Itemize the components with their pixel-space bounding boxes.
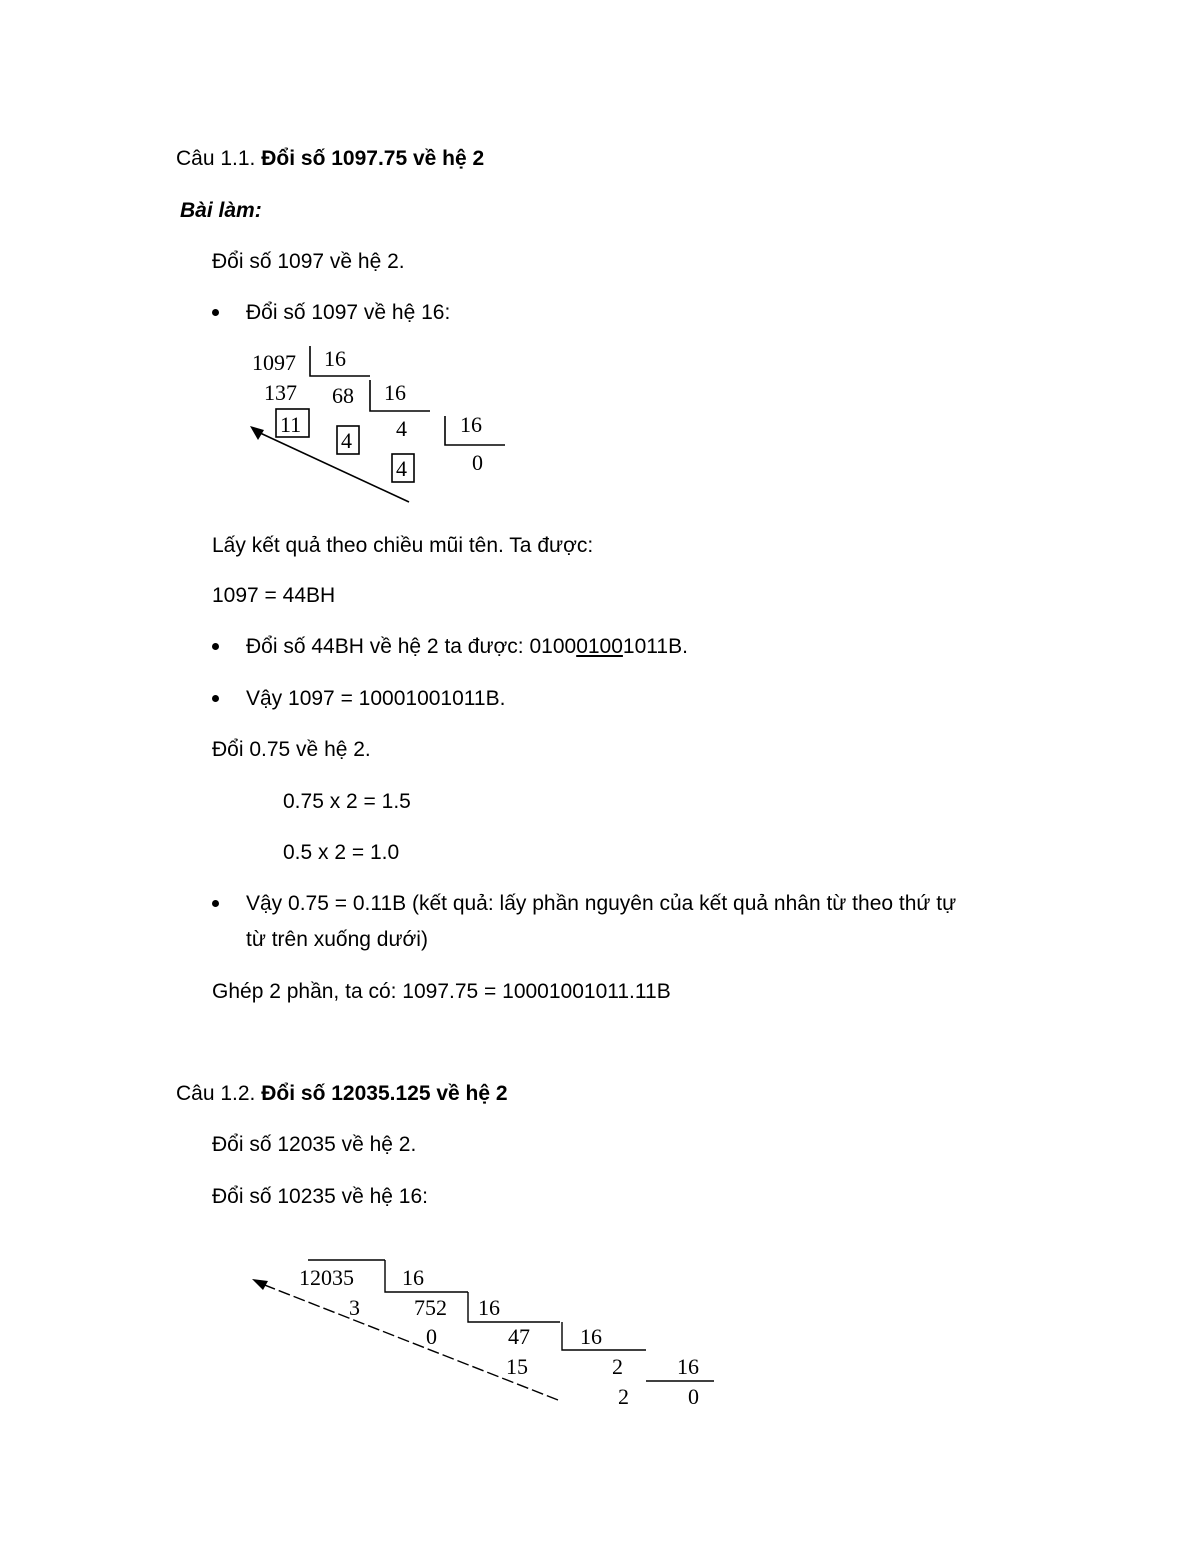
q1-remainder-line: 137 bbox=[264, 380, 297, 405]
question-2-title: Đổi số 12035.125 về hệ 2 bbox=[261, 1082, 508, 1105]
question-1-label: Câu 1.1. bbox=[176, 147, 256, 170]
q2-remainder-1: 3 bbox=[349, 1295, 360, 1320]
q2-line-2: Đổi số 10235 về hệ 16: bbox=[212, 1185, 428, 1208]
q1-bullet-2-underlined: 0100 bbox=[576, 635, 623, 658]
question-1-title: Đổi số 1097.75 về hệ 2 bbox=[261, 147, 485, 170]
q2-divisor: 16 bbox=[402, 1265, 424, 1290]
q1-arrow-line bbox=[258, 432, 409, 502]
bullet-icon bbox=[212, 309, 219, 316]
q1-box-remainder-a: 11 bbox=[280, 412, 302, 437]
q2-remainder-2: 0 bbox=[426, 1324, 437, 1349]
q2-quotient-3: 2 bbox=[612, 1354, 623, 1379]
q2-quotient-4: 0 bbox=[688, 1384, 699, 1409]
arrow-head-icon bbox=[250, 426, 264, 440]
bullet-icon bbox=[212, 643, 219, 650]
q1-divisor-3: 16 bbox=[460, 412, 482, 437]
q2-quotient-2: 47 bbox=[508, 1324, 530, 1349]
q1-bullet-4-line-b: từ trên xuống dưới) bbox=[246, 928, 428, 951]
q1-divisor: 16 bbox=[324, 346, 346, 371]
bullet-icon bbox=[212, 900, 219, 907]
q2-remainder-3: 15 bbox=[506, 1354, 528, 1379]
q1-line-2: Lấy kết quả theo chiều mũi tên. Ta được: bbox=[212, 534, 594, 557]
q1-bullet-4-line-a: Vậy 0.75 = 0.11B (kết quả: lấy phần nguyên của kết quả nhân từ theo thứ tự bbox=[246, 892, 957, 915]
q1-calc-2: 0.5 x 2 = 1.0 bbox=[283, 841, 400, 864]
q2-divisor-3: 16 bbox=[580, 1324, 602, 1349]
q2-divisor-4: 16 bbox=[677, 1354, 699, 1379]
q1-bullet-2-post: 1011B. bbox=[622, 635, 688, 658]
q1-line-1: Đổi số 1097 về hệ 2. bbox=[212, 250, 405, 273]
q1-quotient-3: 0 bbox=[472, 450, 483, 475]
question-1-heading bbox=[176, 146, 484, 172]
q1-quotient-2: 4 bbox=[396, 416, 407, 441]
q1-divisor-2: 16 bbox=[384, 380, 406, 405]
arrow-head-icon bbox=[252, 1279, 268, 1290]
q2-division-diagram bbox=[240, 1250, 720, 1410]
q1-bullet-2-pre: Đổi số 44BH về hệ 2 ta được: 0100 bbox=[246, 635, 577, 658]
q1-calc-1: 0.75 x 2 = 1.5 bbox=[283, 790, 411, 813]
q1-dividend: 1097 bbox=[252, 350, 296, 375]
q2-remainder-4: 2 bbox=[618, 1384, 629, 1409]
q2-division-bracket-1 bbox=[385, 1260, 468, 1292]
q1-quotient-1: 68 bbox=[332, 383, 354, 408]
q1-bullet-1: Đổi số 1097 về hệ 16: bbox=[246, 301, 451, 324]
q2-dividend: 12035 bbox=[299, 1265, 354, 1290]
q2-quotient-1: 752 bbox=[414, 1295, 447, 1320]
q2-line-1: Đổi số 12035 về hệ 2. bbox=[212, 1133, 417, 1156]
q2-division-bracket-3 bbox=[562, 1322, 646, 1350]
question-2-label: Câu 1.2. bbox=[176, 1082, 256, 1105]
q1-line-4: Đổi 0.75 về hệ 2. bbox=[212, 738, 371, 761]
q1-line-3: 1097 = 44BH bbox=[212, 584, 336, 607]
bullet-icon bbox=[212, 695, 219, 702]
q1-box-remainder-c: 4 bbox=[396, 456, 407, 481]
q2-divisor-2: 16 bbox=[478, 1295, 500, 1320]
q1-bullet-2 bbox=[246, 634, 688, 660]
q1-division-diagram bbox=[240, 340, 540, 510]
q1-line-5: Ghép 2 phần, ta có: 1097.75 = 10001001011.11B bbox=[212, 980, 671, 1003]
q1-box-remainder-b: 4 bbox=[341, 428, 352, 453]
q1-bullet-3: Vậy 1097 = 10001001011B. bbox=[246, 687, 506, 710]
bai-lam-label: Bài làm: bbox=[180, 199, 262, 222]
question-2-heading bbox=[176, 1081, 508, 1107]
